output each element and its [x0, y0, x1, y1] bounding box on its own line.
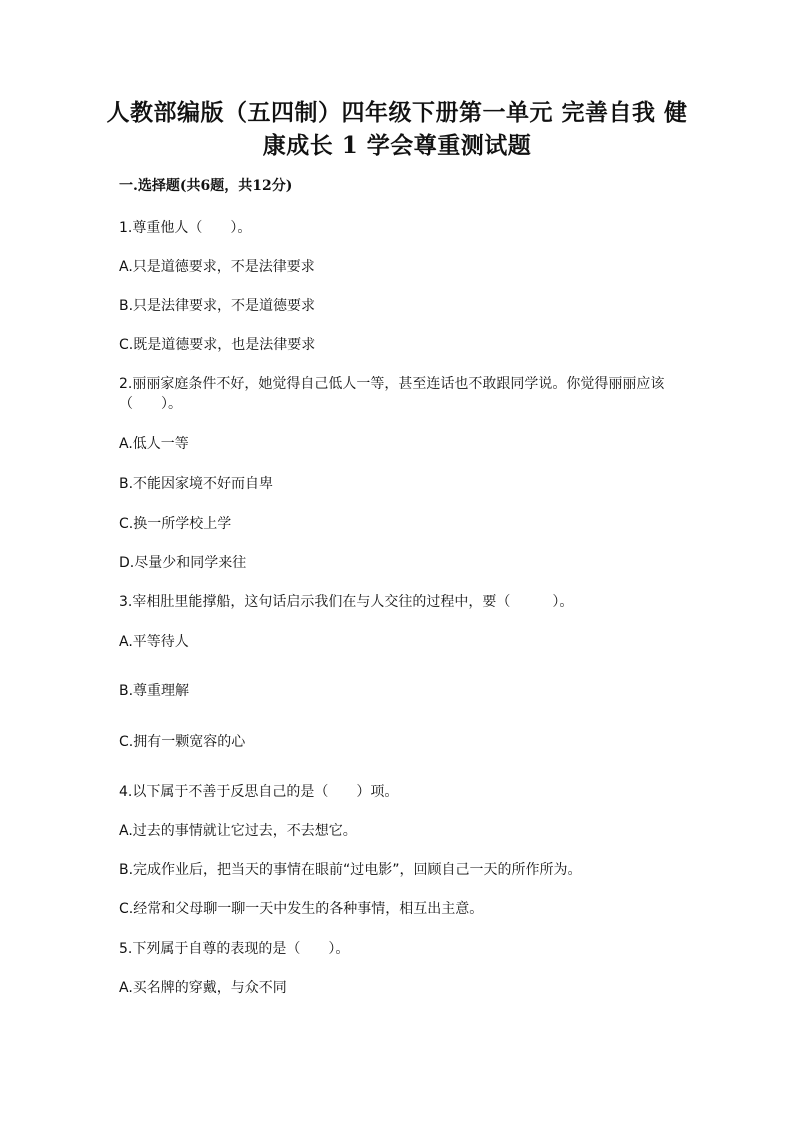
answer-option: B.完成作业后，把当天的事情在眼前“过电影”，回顾自己一天的所作所为。 — [119, 862, 582, 878]
question-stem: 5.下列属于自尊的表现的是（ ）。 — [119, 941, 350, 957]
answer-option: C.换一所学校上学 — [119, 516, 232, 532]
answer-option: D.尽量少和同学来往 — [119, 555, 247, 571]
answer-option: B.只是法律要求，不是道德要求 — [119, 298, 316, 314]
answer-option: A.低人一等 — [119, 436, 189, 452]
question-stem: 2.丽丽家庭条件不好，她觉得自己低人一等，甚至连话也不敢跟同学说。你觉得丽丽应该（ ）。 — [119, 376, 665, 412]
answer-option: B.尊重理解 — [119, 683, 190, 699]
page-title: 人教部编版（五四制）四年级下册第一单元 完善自我 健康成长 1 学会尊重测试题 — [106, 99, 688, 159]
section-heading: 一.选择题(共6题，共12分) — [119, 178, 293, 194]
answer-option: A.只是道德要求，不是法律要求 — [119, 259, 315, 275]
answer-option: C.拥有一颗宽容的心 — [119, 734, 246, 750]
answer-option: C.既是道德要求，也是法律要求 — [119, 337, 316, 353]
answer-option: A.买名牌的穿戴，与众不同 — [119, 980, 287, 996]
answer-option: B.不能因家境不好而自卑 — [119, 476, 274, 492]
answer-option: C.经常和父母聊一聊一天中发生的各种事情，相互出主意。 — [119, 901, 484, 917]
answer-option: A.平等待人 — [119, 634, 189, 650]
answer-option: A.过去的事情就让它过去，不去想它。 — [119, 823, 357, 839]
question-stem: 4.以下属于不善于反思自己的是（ ）项。 — [119, 784, 399, 800]
question-stem: 3.宰相肚里能撑船，这句话启示我们在与人交往的过程中，要（ ）。 — [119, 594, 574, 610]
question-stem: 1.尊重他人（ ）。 — [119, 220, 252, 236]
